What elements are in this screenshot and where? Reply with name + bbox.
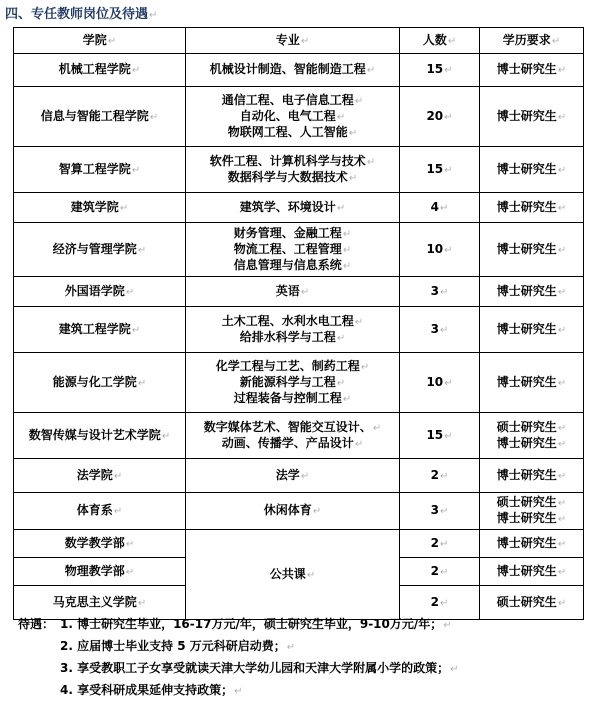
table-row xyxy=(14,353,584,413)
benefits-label: 待遇： xyxy=(18,617,55,631)
benefit-line: 待遇： 1. 博士研究生毕业，16-17万元/年，硕士研究生毕业，9-10万元/年；↵ xyxy=(18,613,458,635)
major-cell: 财务管理、金融工程↵ 物流工程、工程管理↵ 信息管理与信息系统↵ xyxy=(186,223,400,277)
degree-cell: 博士研究生↵ xyxy=(480,147,584,193)
count-cell: 3↵ xyxy=(400,277,480,307)
college-cell: 建筑工程学院↵ xyxy=(14,307,186,353)
section-heading: 四、专任教师岗位及待遇↵ xyxy=(5,7,158,22)
degree-cell: 博士研究生↵ xyxy=(480,54,584,87)
college-cell: 马克思主义学院↵ xyxy=(14,586,186,620)
college-cell: 物理教学部↵ xyxy=(14,558,186,586)
major-cell: 化学工程与工艺、制药工程↵ 新能源科学与工程↵ 过程装备与控制工程↵ xyxy=(186,353,400,413)
degree-cell: 博士研究生↵ xyxy=(480,223,584,277)
degree-cell: 博士研究生↵ xyxy=(480,87,584,147)
benefit-line: 2. 应届博士毕业支持 5 万元科研启动费；↵ xyxy=(60,639,296,653)
count-cell: 10↵ xyxy=(400,223,480,277)
college-cell: 机械工程学院↵ xyxy=(14,54,186,87)
table-row xyxy=(14,493,584,530)
count-cell: 15↵ xyxy=(400,147,480,193)
table-row xyxy=(14,193,584,223)
degree-cell: 博士研究生↵ xyxy=(480,193,584,223)
count-cell: 3↵ xyxy=(400,307,480,353)
table-row xyxy=(14,147,584,193)
college-cell: 外国语学院↵ xyxy=(14,277,186,307)
degree-cell: 博士研究生↵ xyxy=(480,459,584,493)
shared-major-cell: 公共课↵ xyxy=(186,530,400,620)
degree-cell: 硕士研究生↵ xyxy=(480,586,584,620)
count-cell: 15↵ xyxy=(400,413,480,459)
table-row xyxy=(14,307,584,353)
positions-table xyxy=(13,27,584,620)
major-cell: 通信工程、电子信息工程↵ 自动化、电气工程↵ 物联网工程、人工智能↵ xyxy=(186,87,400,147)
benefit-line: 4. 享受科研成果延伸支持政策；↵ xyxy=(60,683,243,697)
header-college: 学院↵ xyxy=(14,28,186,54)
count-cell: 4↵ xyxy=(400,193,480,223)
college-cell: 能源与化工学院↵ xyxy=(14,353,186,413)
table-row xyxy=(14,54,584,87)
major-cell: 英语↵ xyxy=(186,277,400,307)
header-count: 人数↵ xyxy=(400,28,480,54)
count-cell: 2↵ xyxy=(400,530,480,558)
header-major: 专业↵ xyxy=(186,28,400,54)
college-cell: 体育系↵ xyxy=(14,493,186,530)
major-cell: 机械设计制造、智能制造工程↵ xyxy=(186,54,400,87)
college-cell: 信息与智能工程学院↵ xyxy=(14,87,186,147)
count-cell: 20↵ xyxy=(400,87,480,147)
table-row xyxy=(14,530,584,558)
college-cell: 数智传媒与设计艺术学院↵ xyxy=(14,413,186,459)
major-cell: 法学↵ xyxy=(186,459,400,493)
major-cell: 建筑学、环境设计↵ xyxy=(186,193,400,223)
major-cell: 土木工程、水利水电工程↵ 给排水科学与工程↵ xyxy=(186,307,400,353)
count-cell: 2↵ xyxy=(400,586,480,620)
table-row xyxy=(14,277,584,307)
benefit-line: 3. 享受教职工子女享受就读天津大学幼儿园和天津大学附属小学的政策；↵ xyxy=(60,661,459,675)
degree-cell: 硕士研究生↵ 博士研究生↵ xyxy=(480,493,584,530)
degree-cell: 博士研究生↵ xyxy=(480,530,584,558)
college-cell: 智算工程学院↵ xyxy=(14,147,186,193)
major-cell: 休闲体育↵ xyxy=(186,493,400,530)
count-cell: 3↵ xyxy=(400,493,480,530)
table-row xyxy=(14,223,584,277)
college-cell: 数学教学部↵ xyxy=(14,530,186,558)
table-header-row xyxy=(14,28,584,54)
major-cell: 数字媒体艺术、智能交互设计、↵ 动画、传播学、产品设计↵ xyxy=(186,413,400,459)
count-cell: 2↵ xyxy=(400,459,480,493)
degree-cell: 博士研究生↵ xyxy=(480,307,584,353)
header-degree: 学历要求↵ xyxy=(480,28,584,54)
count-cell: 15↵ xyxy=(400,54,480,87)
major-cell: 软件工程、计算机科学与技术↵ 数据科学与大数据技术↵ xyxy=(186,147,400,193)
table-row xyxy=(14,413,584,459)
table-row xyxy=(14,87,584,147)
benefits-section xyxy=(18,613,458,701)
degree-cell: 博士研究生↵ xyxy=(480,353,584,413)
college-cell: 经济与管理学院↵ xyxy=(14,223,186,277)
degree-cell: 博士研究生↵ xyxy=(480,277,584,307)
college-cell: 法学院↵ xyxy=(14,459,186,493)
college-cell: 建筑学院↵ xyxy=(14,193,186,223)
count-cell: 10↵ xyxy=(400,353,480,413)
degree-cell: 博士研究生↵ xyxy=(480,558,584,586)
section-title: 四、专任教师岗位及待遇 xyxy=(5,7,149,22)
degree-cell: 硕士研究生↵ 博士研究生↵ xyxy=(480,413,584,459)
count-cell: 2↵ xyxy=(400,558,480,586)
table-row xyxy=(14,459,584,493)
